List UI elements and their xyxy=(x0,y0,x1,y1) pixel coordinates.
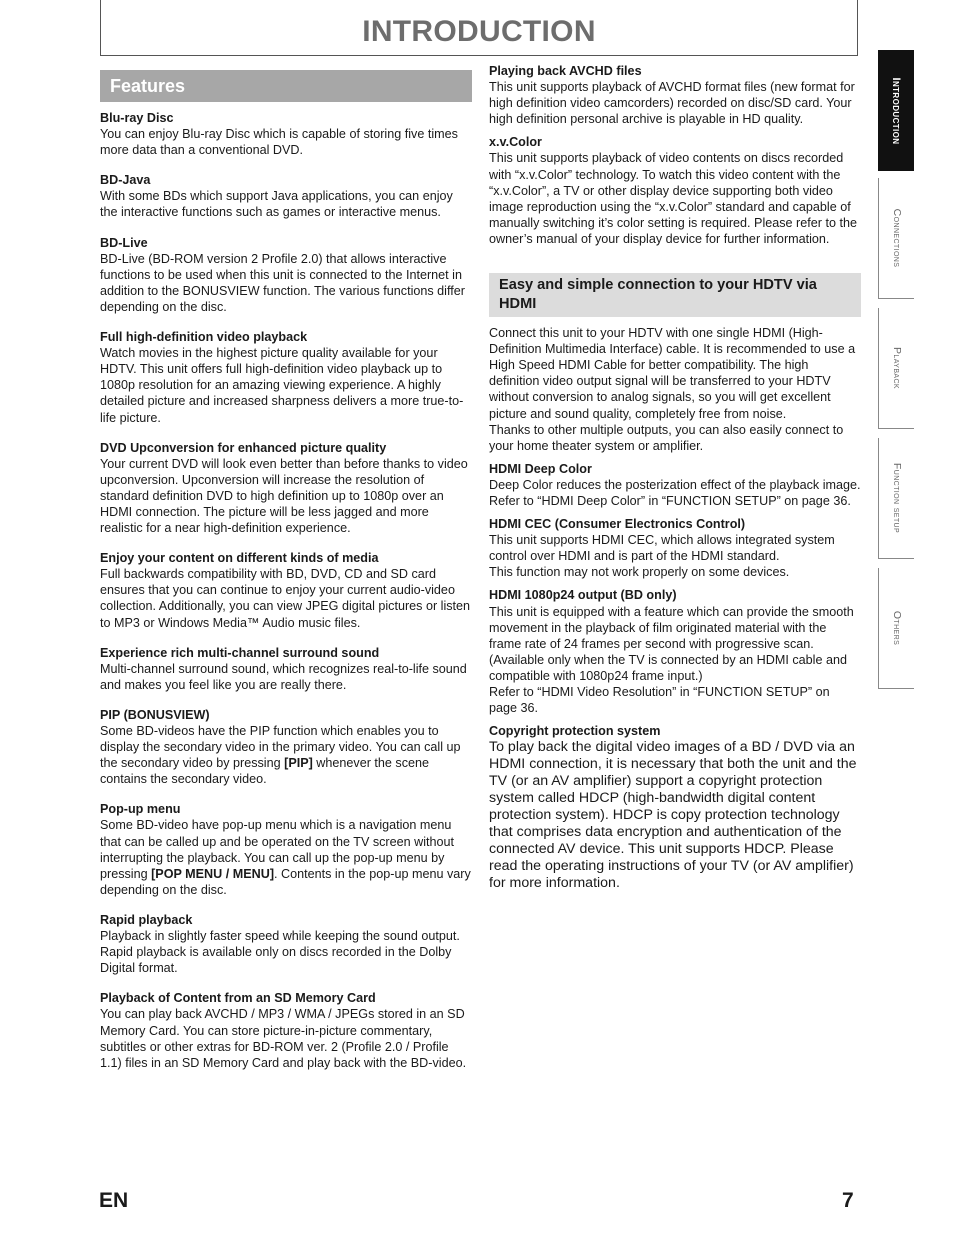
button-name: [POP MENU / MENU] xyxy=(151,866,275,881)
feature-paragraph xyxy=(100,188,472,220)
text-run: This unit supports playback of AVCHD format files (new format for high definition video camcorders) recorded on disc/SD card. Your high definition personal archive is playable in HD quality. xyxy=(489,80,855,127)
right-top-list xyxy=(489,63,861,247)
text-run: Some BD-video have pop-up menu which is a navigation menu that can be called up and be operated on the TV screen without interrupting the playback. You can call up the pop-up menu by pressing xyxy=(100,818,455,881)
hdmi-header: Easy and simple connection to your HDTV via HDMI xyxy=(489,273,861,317)
text-run: Playback in slightly faster speed while keeping the sound output. xyxy=(100,929,460,944)
feature-paragraph xyxy=(489,684,861,716)
feature-paragraph xyxy=(100,251,472,315)
text-run: This unit supports HDMI CEC, which allows integrated system control over HDMI and is part of the HDMI standard. xyxy=(489,533,835,564)
feature-item xyxy=(489,461,861,509)
text-run: . Contents in the pop-up menu vary depending on the disc. xyxy=(100,866,471,897)
features-header: Features xyxy=(100,70,472,102)
text-run: Multi-channel surround sound, which recognizes real-to-life sound and makes you feel like you are really there. xyxy=(100,661,467,692)
feature-item xyxy=(489,134,861,247)
feature-title: HDMI 1080p24 output (BD only) xyxy=(489,588,677,603)
text-run: You can enjoy Blu-ray Disc which is capable of storing five times more data than a conventional DVD. xyxy=(100,127,458,158)
hdmi-list xyxy=(489,461,861,893)
tab-connections[interactable] xyxy=(878,178,914,299)
text-run: BD-Live (BD-ROM version 2 Profile 2.0) that allows interactive functions to be used when this unit is connected to the Internet in addition to the BONUSVIEW function. The various functions differ depending on the disc. xyxy=(100,251,465,314)
feature-paragraph xyxy=(489,79,861,127)
text-run: Refer to “HDMI Video Resolution” in “FUNCTION SETUP” on page 36. xyxy=(489,685,830,716)
text-run: This unit supports playback of video contents on discs recorded with “x.v.Color” technology. To watch this video content with the “x.v.Color”, a TV or other display device supporting both video image reproduction using the “x.v.Color” standard and capable of manually switching it’s color setting is required. Please refer to the owner’s manual of your display device for further information. xyxy=(489,151,857,246)
feature-title: Enjoy your content on different kinds of media xyxy=(100,551,379,566)
button-name: [PIP] xyxy=(284,756,313,771)
feature-title: Full high-definition video playback xyxy=(100,330,308,345)
feature-item xyxy=(100,172,472,220)
hdmi-intro xyxy=(489,325,861,454)
text-run: Watch movies in the highest picture quality available for your HDTV. This unit offers full high-definition video playback up to 1080p resolution for an amazing viewing experience. A highly detailed picture and increased sharpness delivers a more true-to-life picture. xyxy=(100,346,464,425)
page-title-box xyxy=(100,0,858,56)
feature-item xyxy=(100,110,472,158)
feature-paragraph xyxy=(100,126,472,158)
feature-paragraph xyxy=(100,456,472,536)
feature-paragraph xyxy=(489,564,861,580)
feature-paragraph xyxy=(489,739,861,892)
feature-item xyxy=(100,440,472,537)
feature-paragraph xyxy=(100,566,472,630)
feature-title: Experience rich multi-channel surround sound xyxy=(100,645,380,660)
text-run: This unit is equipped with a feature which can provide the smooth movement in the playback of film originated material with the frame rate of 24 frames per second with progressive scan. (Available only when the TV is connected by an HDMI cable and compatible with 1080p24 frame input.) xyxy=(489,604,854,683)
feature-item xyxy=(100,912,472,976)
tab-playback[interactable] xyxy=(878,308,914,429)
hdmi-intro-paragraph: Connect this unit to your HDTV with one single HDMI (High-Definition Multimedia Interface) cable. It is recommended to use a High Speed HDMI Cable for better compatibility. The high definition video output signal will be transferred to your HDTV without conversion to analog signals, so you will get excellent picture and sound quality, completely free from noise. xyxy=(489,326,856,421)
text-run: You can play back AVCHD / MP3 / WMA / JPEGs stored in an SD Memory Card. You can store picture-in-picture commentary, subtitles or other extras for BD-ROM ver. 2 (Profile 2.0 / Profile 1.1) files in an SD Memory Card and play back with the BD-video. xyxy=(100,1007,467,1070)
feature-title: PIP (BONUSVIEW) xyxy=(100,707,210,722)
feature-paragraph xyxy=(489,150,861,247)
feature-item xyxy=(100,329,472,426)
feature-title: Playback of Content from an SD Memory Card xyxy=(100,991,376,1006)
feature-item xyxy=(100,801,472,898)
feature-paragraph xyxy=(489,604,861,684)
tab-others[interactable] xyxy=(878,568,914,689)
tab-label: Introduction xyxy=(890,77,902,144)
right-column xyxy=(489,63,861,899)
feature-item xyxy=(489,723,861,892)
tab-label: Connections xyxy=(890,208,903,268)
hdmi-intro-paragraph: Thanks to other multiple outputs, you can also easily connect to your home theater system or amplifier. xyxy=(489,422,844,453)
tab-label: Playback xyxy=(890,347,903,389)
text-run: Your current DVD will look even better than before thanks to video upconversion. Upconversion will increase the resolution of standard definition DVD to high definition up to 1080p over an HDMI connection. The picture will be less jagged and more realistic for a near high-definition experience. xyxy=(100,456,468,536)
feature-title: Pop-up menu xyxy=(100,802,181,817)
feature-paragraph xyxy=(100,345,472,425)
feature-paragraph xyxy=(100,661,472,693)
feature-title: DVD Upconversion for enhanced picture quality xyxy=(100,440,387,455)
page-number: 7 xyxy=(842,1189,854,1212)
feature-item xyxy=(489,587,861,716)
features-list xyxy=(100,110,472,1071)
tab-introduction[interactable] xyxy=(878,50,914,171)
feature-item xyxy=(100,550,472,630)
text-run: whenever the scene contains the secondary video. xyxy=(100,756,430,787)
text-run: With some BDs which support Java applications, you can enjoy the interactive functions such as games or interactive menus. xyxy=(100,189,453,220)
feature-title: Playing back AVCHD files xyxy=(489,64,642,78)
feature-item xyxy=(100,235,472,315)
text-run: Full backwards compatibility with BD, DVD, CD and SD card ensures that you can continue to enjoy your current audio-video collection. Additionally, you can view JPEG digital pictures or listen to MP3 or Windows Media™ Audio music files. xyxy=(100,567,471,630)
text-run: Deep Color reduces the posterization effect of the playback image. Refer to “HDMI Deep Color” in “FUNCTION SETUP” on page 36. xyxy=(489,477,861,508)
page-language: EN xyxy=(99,1189,129,1212)
feature-title: Rapid playback xyxy=(100,912,193,927)
tab-function-setup[interactable] xyxy=(878,438,914,559)
tab-label: Function setup xyxy=(890,462,903,534)
feature-title: Copyright protection system xyxy=(489,724,661,739)
feature-title: HDMI CEC (Consumer Electronics Control) xyxy=(489,517,746,532)
feature-item xyxy=(100,990,472,1070)
feature-item xyxy=(100,645,472,693)
text-run: Rapid playback is available only on discs recorded in the Dolby Digital format. xyxy=(100,945,452,976)
text-run: Some BD-videos have the PIP function which enables you to display the secondary video in the primary video. You can call up the secondary video by pressing xyxy=(100,724,461,771)
feature-title: BD-Java xyxy=(100,173,151,188)
text-run: To play back the digital video images of a BD / DVD via an HDMI connection, it is necessary that both the unit and the TV (or an AV amplifier) support a copyright protection system called HDCP (high-bandwidth digital content protection system). HDCP is copy protection technology that comprises data encryption and authentication of the connected AV device. This unit supports HDCP. Please read the operating instructions of your TV (or AV amplifier) for more information. xyxy=(489,739,857,892)
feature-paragraph xyxy=(100,928,472,944)
page-title: INTRODUCTION xyxy=(362,15,596,48)
feature-paragraph xyxy=(100,1006,472,1070)
feature-title: BD-Live xyxy=(100,235,148,250)
feature-item xyxy=(489,516,861,580)
feature-paragraph xyxy=(489,477,861,509)
feature-title: HDMI Deep Color xyxy=(489,461,592,476)
tab-label: Others xyxy=(890,610,903,646)
feature-title: x.v.Color xyxy=(489,135,542,150)
feature-paragraph xyxy=(100,723,472,787)
feature-paragraph xyxy=(100,817,472,897)
feature-item xyxy=(489,63,861,127)
feature-item xyxy=(100,707,472,787)
feature-paragraph xyxy=(100,944,472,976)
features-column xyxy=(100,70,472,1085)
feature-paragraph xyxy=(489,532,861,564)
text-run: This function may not work properly on some devices. xyxy=(489,565,790,580)
feature-title: Blu-ray Disc xyxy=(100,111,174,125)
